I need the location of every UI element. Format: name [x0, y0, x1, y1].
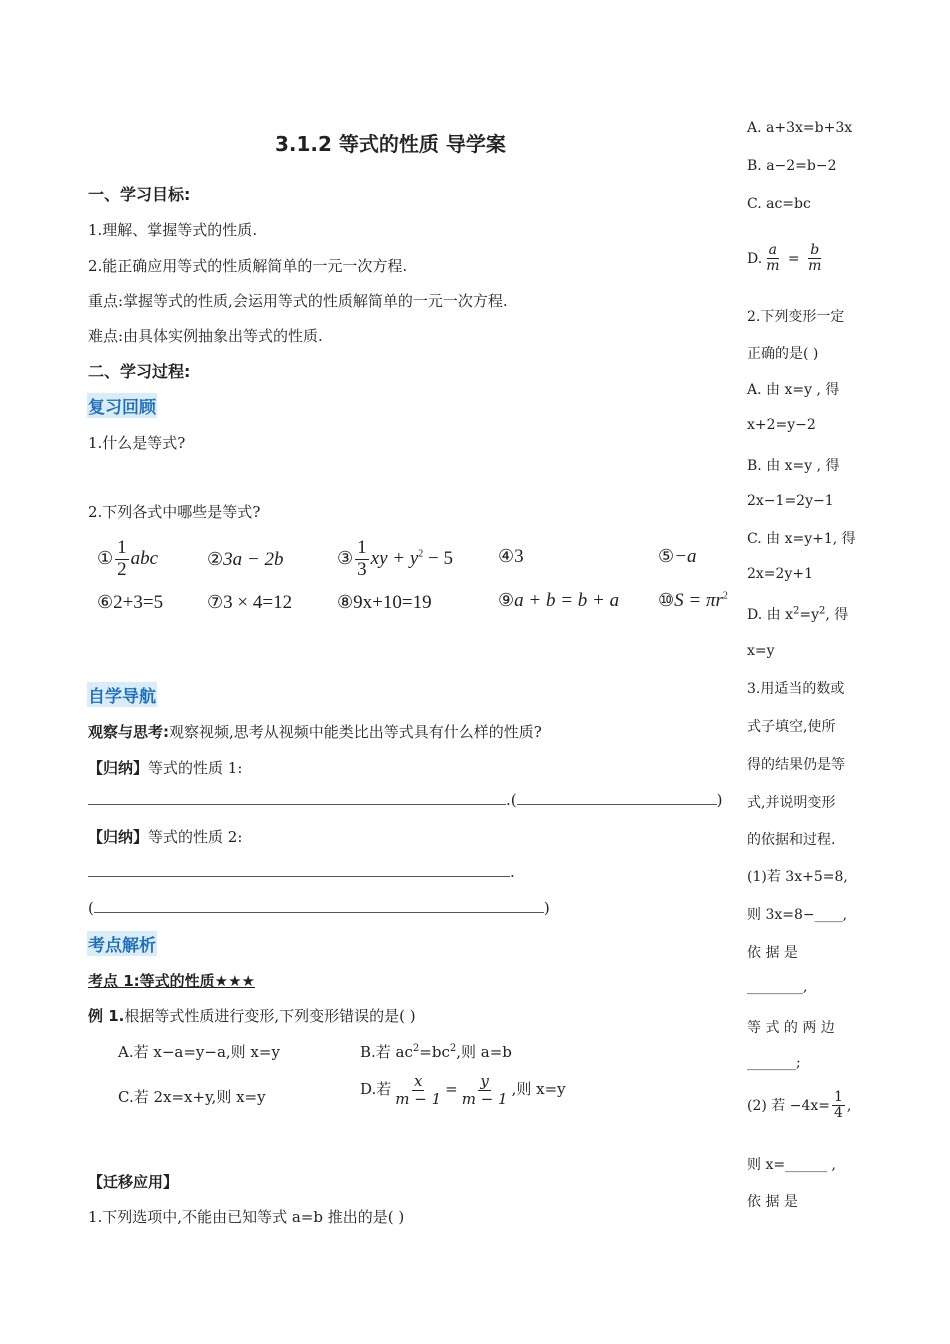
goal-2: 2.能正确应用等式的性质解简单的一元一次方程.: [88, 257, 408, 275]
goal-1: 1.理解、掌握等式的性质.: [88, 221, 258, 239]
induction-2-blank: .: [88, 862, 515, 881]
example-1-option-b: B.若 $ac^2=bc^2$,则 a=b: [360, 1043, 512, 1061]
section-heading-process: 二、学习过程:: [88, 362, 191, 381]
rc-q2-line1: 2.下列变形一定: [747, 309, 845, 325]
rc-q3-1b: 则 3x=8−____,: [747, 907, 848, 923]
expr-3: ③ $\frac{1}{3}$ xy + $y^2 - 5$: [337, 537, 453, 580]
rc-q3-line4: 式,并说明变形: [747, 795, 836, 811]
example-1-option-c: C.若 2x=x+y,则 x=y: [118, 1088, 266, 1106]
rc-option-b: B. a−2=b−2: [747, 158, 837, 174]
rc-q2-c1: C. 由 x=y+1, 得: [747, 531, 856, 547]
review-heading: 复习回顾: [87, 393, 157, 418]
example-1-option-d: D.若 $\frac{x}{m - 1}$ = $\frac{y}{m - 1}$ ,则 x=y: [360, 1072, 566, 1108]
key-points-heading: 考点解析: [87, 931, 157, 956]
expr-9: ⑨a + b = b + a: [498, 590, 620, 611]
example-1: 例 1.根据等式性质进行变形,下列变形错误的是( ): [88, 1007, 416, 1025]
rc-q3-line2: 式子填空,使所: [747, 719, 836, 735]
key-point-1-title: 考点 1:等式的性质★★★: [88, 972, 256, 990]
rc-q2-c2: 2x=2y+1: [747, 566, 813, 582]
expr-4: ④3: [498, 546, 524, 567]
rc-q2-line2: 正确的是( ): [747, 346, 819, 362]
rc-q3-1a: (1)若 3x+5=8,: [747, 869, 848, 885]
rc-q3-line5: 的依据和过程.: [747, 832, 836, 848]
question-2: 2.下列各式中哪些是等式?: [88, 503, 261, 521]
rc-option-c: C. ac=bc: [747, 196, 811, 212]
expr-6: ⑥2+3=5: [97, 592, 164, 613]
expr-1: ① $\frac{1}{2}$ abc: [97, 537, 159, 580]
rc-q3-2b: 则 x=______ ,: [747, 1157, 836, 1173]
expr-7: ⑦3 × 4=12: [207, 592, 293, 613]
example-1-option-a: A.若 x−a=y−a,则 x=y: [118, 1043, 280, 1061]
rc-q2-a2: x+2=y−2: [747, 417, 816, 433]
rc-q3-2a: (2) 若 −4x= $\frac{1}{4}$ ,: [747, 1089, 852, 1122]
expr-5: ⑤−a: [658, 546, 697, 567]
self-study-heading: 自学导航: [87, 682, 157, 707]
rc-q3-1c: 依 据 是: [747, 945, 798, 961]
rc-option-d: D. $\frac{a}{m}$ = $\frac{b}{m}$: [747, 242, 822, 275]
rc-q3-1e: 等 式 的 两 边: [747, 1020, 835, 1036]
transfer-question-1: 1.下列选项中,不能由已知等式 a=b 推出的是( ): [88, 1208, 405, 1226]
section-heading-goals: 一、学习目标:: [88, 185, 191, 204]
induction-2-paren: ( ): [88, 899, 550, 917]
induction-2: 【归纳】等式的性质 2:: [88, 828, 243, 846]
question-1: 1.什么是等式?: [88, 434, 186, 452]
rc-q3-1d: ________,: [747, 979, 808, 995]
page-title: 3.1.2 等式的性质 导学案: [275, 132, 506, 156]
expr-8: ⑧9x+10=19: [337, 592, 432, 613]
expr-2: ②3a − 2b: [207, 549, 284, 570]
rc-q2-b1: B. 由 x=y , 得: [747, 458, 840, 474]
transfer-heading: 【迁移应用】: [88, 1173, 179, 1191]
key-point: 重点:掌握等式的性质,会运用等式的性质解简单的一元一次方程.: [88, 292, 508, 310]
rc-q3-1f: _______;: [747, 1055, 801, 1071]
rc-q2-d1: D. 由 $x^2=y^2$, 得: [747, 605, 849, 623]
rc-q3-line1: 3.用适当的数或: [747, 681, 845, 697]
induction-1-blank: .( ): [88, 790, 723, 809]
rc-option-a: A. a+3x=b+3x: [747, 120, 853, 136]
difficult-point: 难点:由具体实例抽象出等式的性质.: [88, 327, 323, 345]
expr-10: ⑩S = $\pi r^2$: [658, 590, 728, 611]
rc-q2-b2: 2x−1=2y−1: [747, 493, 834, 509]
induction-1: 【归纳】等式的性质 1:: [88, 759, 243, 777]
rc-q3-line3: 得的结果仍是等: [747, 757, 845, 773]
rc-q2-a1: A. 由 x=y , 得: [747, 382, 840, 398]
rc-q3-2c: 依 据 是: [747, 1194, 798, 1210]
rc-q2-d2: x=y: [747, 643, 775, 659]
observe-line: 观察与思考:观察视频,思考从视频中能类比出等式具有什么样的性质?: [88, 723, 542, 741]
